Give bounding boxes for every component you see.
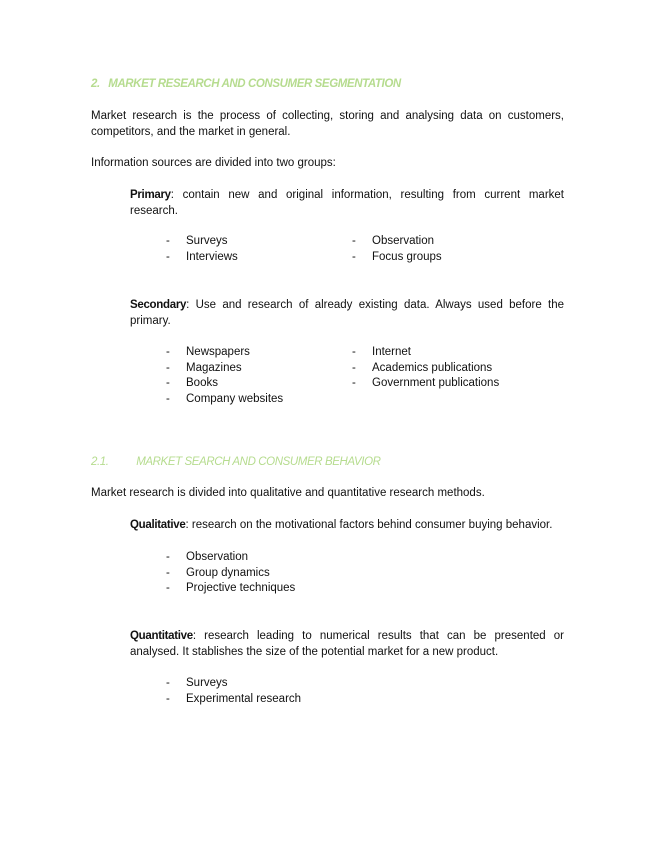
list-item	[352, 376, 562, 392]
list-item-text: Company websites	[186, 392, 284, 405]
quantitative-list	[166, 676, 416, 707]
quantitative-text: : research leading to numerical results that can be presented or analysed. It stablishes the size of the potential market for a new product.	[130, 630, 564, 658]
list-item-text: Academics publications	[372, 361, 493, 374]
list-item-text: Books	[186, 377, 218, 389]
primary-term: Primary	[130, 189, 171, 201]
qualitative-list	[166, 550, 416, 597]
primary-list-right	[352, 234, 552, 265]
list-item	[352, 250, 552, 266]
primary-list-left	[166, 234, 346, 265]
section-2-title: MARKET RESEARCH AND CONSUMER SEGMENTATION	[108, 78, 401, 90]
secondary-list-left	[166, 345, 346, 407]
secondary-list-right	[352, 345, 562, 392]
bullet-dash: -	[352, 377, 356, 389]
list-item	[352, 345, 562, 361]
list-item-text: Experimental research	[186, 692, 302, 705]
list-item	[166, 550, 416, 566]
secondary-text: : Use and research of already existing data. Always used before the primary.	[130, 299, 564, 327]
bullet-dash: -	[166, 677, 170, 689]
quantitative-term: Quantitative	[130, 630, 193, 642]
list-item	[166, 361, 346, 377]
list-item	[166, 676, 416, 692]
list-item	[166, 376, 346, 392]
list-item	[166, 392, 346, 408]
section-2-1-intro: Market research is divided into qualitative and quantitative research methods.	[91, 487, 485, 499]
section-2-1-number: 2.1.	[91, 456, 109, 468]
bullet-dash: -	[166, 692, 170, 705]
section-2-number: 2.	[91, 78, 100, 90]
list-item-text: Projective techniques	[186, 582, 296, 594]
quantitative-paragraph	[130, 629, 564, 660]
list-item-text: Magazines	[186, 361, 242, 374]
list-item	[166, 250, 346, 266]
secondary-paragraph	[130, 298, 564, 329]
section-2-heading	[91, 77, 564, 93]
section-2-1-heading	[91, 455, 564, 471]
bullet-dash: -	[352, 346, 356, 358]
list-item-text: Observation	[372, 235, 435, 247]
bullet-dash: -	[352, 250, 356, 263]
bullet-dash: -	[166, 582, 170, 594]
bullet-dash: -	[166, 392, 170, 405]
list-item-text: Group dynamics	[186, 566, 270, 579]
list-item-text: Interviews	[186, 250, 238, 263]
list-item	[166, 345, 346, 361]
qualitative-text: : research on the motivational factors behind consumer buying behavior.	[185, 519, 553, 531]
bullet-dash: -	[166, 566, 170, 579]
list-item-text: Focus groups	[372, 250, 442, 263]
list-item	[352, 361, 562, 377]
primary-text: : contain new and original information, resulting from current market research.	[130, 189, 564, 217]
secondary-term: Secondary	[130, 299, 187, 311]
list-item-text: Surveys	[186, 677, 228, 689]
bullet-dash: -	[352, 361, 356, 374]
list-item	[166, 581, 416, 597]
bullet-dash: -	[166, 377, 170, 389]
bullet-dash: -	[166, 250, 170, 263]
qualitative-paragraph	[130, 518, 564, 534]
list-item-text: Newspapers	[186, 346, 250, 358]
list-item-text: Internet	[372, 346, 411, 358]
primary-paragraph	[130, 188, 564, 219]
list-item	[352, 234, 552, 250]
list-item-text: Government publications	[372, 377, 500, 389]
list-item	[166, 234, 346, 250]
bullet-dash: -	[166, 346, 170, 358]
list-item	[166, 566, 416, 582]
bullet-dash: -	[352, 235, 356, 247]
qualitative-term: Qualitative	[130, 519, 186, 531]
bullet-dash: -	[166, 361, 170, 374]
section-2-1-title: MARKET SEARCH AND CONSUMER BEHAVIOR	[136, 456, 381, 468]
sources-intro: Information sources are divided into two groups:	[91, 157, 336, 169]
bullet-dash: -	[166, 551, 170, 563]
list-item-text: Surveys	[186, 235, 228, 247]
section-2-intro: Market research is the process of collecting, storing and analysing data on customers, competitors, and the market in general.	[91, 110, 564, 138]
bullet-dash: -	[166, 235, 170, 247]
list-item	[166, 692, 416, 708]
list-item-text: Observation	[186, 551, 249, 563]
